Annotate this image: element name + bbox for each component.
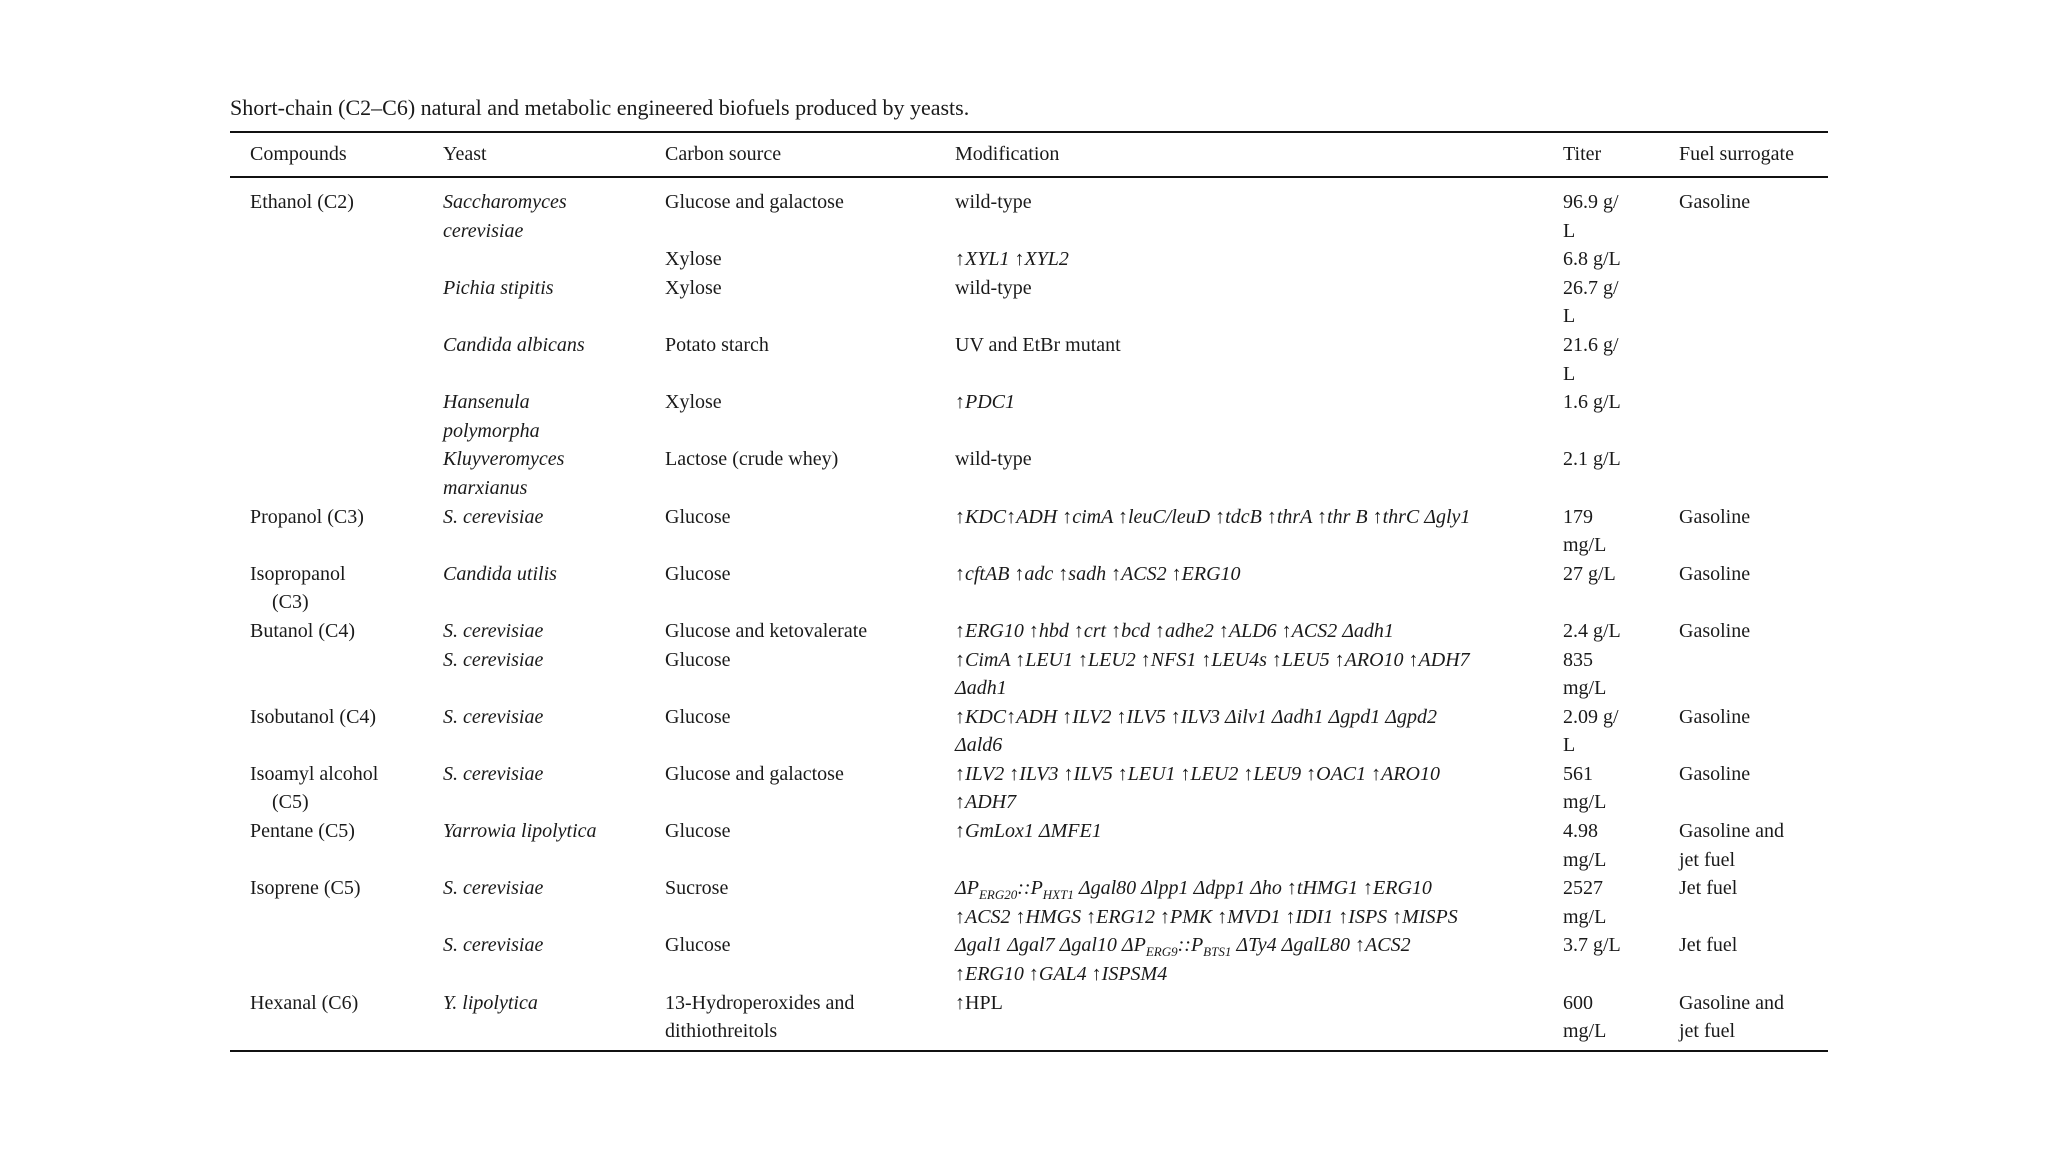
cell-modification: $\Delta P_{ERG20}::P_{HXT1}$ Δgal80 Δlpp1 Δdpp1 Δho ↑tHMG1 ↑ERG10 ↑ACS2 ↑HMGS ↑ERG12 ↑PMK ↑MVD1 ↑IDI1 ↑ISPS ↑MISPS: [955, 877, 1458, 928]
table-row: [230, 646, 1828, 703]
cell-titer: 2527 mg/L: [1563, 877, 1607, 928]
cell-yeast: S. cerevisiae: [443, 648, 544, 671]
table-row: [230, 331, 1828, 388]
cell-fuel-surrogate: [1659, 274, 1828, 331]
cell-modification: ↑XYL1 ↑XYL2: [955, 248, 1069, 271]
cell-carbon-source: Glucose and ketovalerate: [665, 619, 868, 642]
table-row: [230, 931, 1828, 988]
table-row: [230, 503, 1828, 560]
cell-yeast: Saccharomyces cerevisiae: [443, 191, 567, 242]
cell-carbon-source: Lactose (crude whey): [665, 448, 839, 471]
cell-modification: ↑GmLox1 ΔMFE1: [955, 820, 1102, 843]
cell-carbon-source: Glucose: [665, 648, 731, 671]
cell-yeast: S. cerevisiae: [443, 705, 544, 728]
cell-titer: 26.7 g/ L: [1563, 276, 1619, 328]
cell-yeast: S. cerevisiae: [443, 619, 544, 642]
cell-fuel-surrogate: Gasoline: [1679, 505, 1751, 528]
cell-titer: 600 mg/L: [1563, 991, 1607, 1043]
cell-yeast: Candida albicans: [443, 333, 585, 356]
table-row: [230, 703, 1828, 760]
header-compounds: Compounds: [250, 143, 347, 165]
cell-fuel-surrogate: Gasoline: [1679, 762, 1751, 785]
cell-modification: wild-type: [955, 448, 1032, 471]
cell-fuel-surrogate: Gasoline and jet fuel: [1679, 820, 1784, 871]
cell-modification: ↑KDC↑ADH ↑cimA ↑leuC/leuD ↑tdcB ↑thrA ↑thr B ↑thrC Δgly1: [955, 505, 1471, 528]
cell-compound: Isoamyl alcohol (C5): [250, 762, 379, 814]
cell-yeast: S. cerevisiae: [443, 505, 544, 528]
cell-compound: Ethanol (C2): [250, 191, 354, 213]
cell-fuel-surrogate: Jet fuel: [1679, 934, 1738, 957]
cell-yeast: Kluyveromyces marxianus: [443, 448, 565, 499]
cell-yeast: S. cerevisiae: [443, 877, 544, 900]
cell-titer: 3.7 g/L: [1563, 934, 1621, 957]
cell-fuel-surrogate: Gasoline: [1679, 191, 1751, 213]
cell-fuel-surrogate: Gasoline: [1679, 562, 1751, 585]
cell-carbon-source: Glucose: [665, 705, 731, 728]
cell-fuel-surrogate: Jet fuel: [1679, 877, 1738, 900]
table-row: [230, 560, 1828, 617]
cell-titer: 561 mg/L: [1563, 762, 1607, 814]
cell-fuel-surrogate: [1659, 331, 1828, 388]
cell-titer: 27 g/L: [1563, 562, 1616, 585]
cell-fuel-surrogate: Gasoline and jet fuel: [1679, 991, 1784, 1043]
cell-modification: ↑cftAB ↑adc ↑sadh ↑ACS2 ↑ERG10: [955, 562, 1241, 585]
cell-carbon-source: Glucose: [665, 934, 731, 957]
cell-carbon-source: Xylose: [665, 276, 722, 299]
cell-carbon-source: Glucose and galactose: [665, 191, 844, 213]
cell-modification: wild-type: [955, 276, 1032, 299]
cell-fuel-surrogate: [1659, 646, 1828, 703]
cell-titer: 6.8 g/L: [1563, 248, 1621, 271]
cell-compound: [230, 274, 423, 331]
cell-compound: Pentane (C5): [250, 820, 355, 843]
cell-modification: ↑CimA ↑LEU1 ↑LEU2 ↑NFS1 ↑LEU4s ↑LEU5 ↑ARO10 ↑ADH7 Δadh1: [955, 648, 1470, 700]
cell-titer: 2.09 g/ L: [1563, 705, 1619, 757]
cell-fuel-surrogate: Gasoline: [1679, 619, 1751, 642]
cell-carbon-source: Glucose: [665, 820, 731, 843]
table-row: [230, 874, 1828, 931]
table-row: [230, 760, 1828, 817]
cell-carbon-source: Xylose: [665, 248, 722, 271]
table-row: [230, 245, 1828, 274]
cell-compound: [230, 388, 423, 445]
cell-yeast: Y. lipolytica: [443, 991, 538, 1014]
cell-modification: ↑HPL: [955, 991, 1003, 1014]
cell-modification: Δgal1 Δgal7 Δgal10 $\Delta P_{ERG9}::P_{BTS1}$ ΔTy4 ΔgalL80 ↑ACS2 ↑ERG10 ↑GAL4 ↑ISPSM4: [955, 934, 1411, 986]
cell-fuel-surrogate: Gasoline: [1679, 705, 1751, 728]
cell-yeast: [423, 245, 645, 274]
header-titer: Titer: [1563, 143, 1602, 165]
cell-titer: 2.1 g/L: [1563, 448, 1621, 471]
cell-titer: 1.6 g/L: [1563, 391, 1621, 414]
header-yeast: Yeast: [443, 143, 487, 165]
cell-modification: wild-type: [955, 191, 1032, 213]
cell-carbon-source: Xylose: [665, 391, 722, 414]
cell-compound: [230, 646, 423, 703]
cell-carbon-source: Glucose: [665, 562, 731, 585]
cell-carbon-source: Glucose: [665, 505, 731, 528]
header-modification: Modification: [955, 143, 1060, 165]
cell-carbon-source: Sucrose: [665, 877, 729, 900]
cell-fuel-surrogate: [1659, 388, 1828, 445]
cell-compound: [230, 245, 423, 274]
cell-yeast: Candida utilis: [443, 562, 557, 585]
cell-carbon-source: 13-Hydroperoxides and dithiothreitols: [665, 991, 855, 1043]
cell-modification: ↑PDC1: [955, 391, 1015, 414]
cell-titer: 179 mg/L: [1563, 505, 1607, 557]
cell-titer: 2.4 g/L: [1563, 619, 1621, 642]
cell-fuel-surrogate: [1659, 245, 1828, 274]
biofuels-table: [230, 131, 1828, 1052]
cell-yeast: S. cerevisiae: [443, 934, 544, 957]
cell-carbon-source: Potato starch: [665, 333, 769, 356]
cell-modification: UV and EtBr mutant: [955, 333, 1121, 356]
table-caption: Short-chain (C2–C6) natural and metabolic engineered biofuels produced by yeasts.: [230, 95, 970, 120]
document: [230, 93, 1828, 1052]
table-row: [230, 989, 1828, 1051]
cell-yeast: Yarrowia lipolytica: [443, 820, 597, 843]
table-row: [230, 817, 1828, 874]
cell-compound: [230, 331, 423, 388]
cell-fuel-surrogate: [1659, 445, 1828, 502]
table-row: [230, 274, 1828, 331]
cell-modification: ↑ERG10 ↑hbd ↑crt ↑bcd ↑adhe2 ↑ALD6 ↑ACS2 Δadh1: [955, 619, 1394, 642]
cell-titer: 835 mg/L: [1563, 648, 1607, 700]
table-row: [230, 617, 1828, 646]
cell-compound: Isoprene (C5): [250, 877, 361, 900]
cell-compound: Isobutanol (C4): [250, 705, 377, 728]
cell-yeast: S. cerevisiae: [443, 762, 544, 785]
cell-compound: [230, 445, 423, 502]
cell-titer: 96.9 g/ L: [1563, 191, 1619, 242]
cell-yeast: Hansenula polymorpha: [443, 391, 540, 442]
cell-carbon-source: Glucose and galactose: [665, 762, 844, 785]
cell-compound: Propanol (C3): [250, 505, 364, 528]
header-fuel-surrogate: Fuel surrogate: [1679, 143, 1794, 165]
cell-compound: Butanol (C4): [250, 619, 355, 642]
table-row: [230, 177, 1828, 245]
cell-modification: ↑KDC↑ADH ↑ILV2 ↑ILV5 ↑ILV3 Δilv1 Δadh1 Δgpd1 Δgpd2 Δald6: [955, 705, 1437, 757]
cell-modification: ↑ILV2 ↑ILV3 ↑ILV5 ↑LEU1 ↑LEU2 ↑LEU9 ↑OAC1 ↑ARO10 ↑ADH7: [955, 762, 1440, 814]
table-header-row: [230, 132, 1828, 177]
cell-titer: 21.6 g/ L: [1563, 333, 1619, 385]
header-carbon-source: Carbon source: [665, 143, 782, 165]
cell-titer: 4.98 mg/L: [1563, 820, 1607, 871]
cell-compound: Hexanal (C6): [250, 991, 359, 1014]
cell-compound: Isopropanol (C3): [250, 562, 346, 614]
cell-yeast: Pichia stipitis: [443, 276, 554, 299]
cell-compound: [230, 931, 423, 988]
table-row: [230, 388, 1828, 445]
table-row: [230, 445, 1828, 502]
